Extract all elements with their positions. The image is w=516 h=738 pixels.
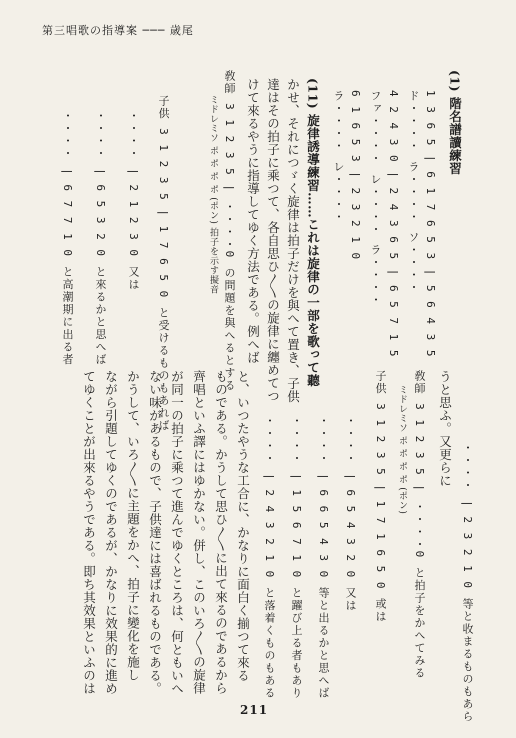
section-heading-2: (11) 旋律誘導練習……これは旋律の一部を歌って聽: [305, 78, 321, 388]
answer-2-1: ・・・・ | 6 5 4 3 2 0 又は: [344, 415, 357, 612]
child-example-1: 子供 3 1 2 3 5 | 1 7 6 5 0 と受けるものもあれば: [157, 95, 170, 432]
paragraph-2-line-2: ものである。かうして思ひ〳〵に出て來るのであるから: [213, 370, 229, 695]
answer-1-1: ・・・・ | 2 1 2 3 0 又は: [127, 110, 140, 291]
answer-1-3: ・・・・ | 6 7 7 1 0 と高潮期に出る者: [61, 110, 74, 366]
paragraph-line-2: 達はその拍子に乘つて、各自思ひ〳〵の旋律に纏めてつ: [265, 78, 281, 403]
paragraph-2-line-3: 齊唱といふ譯にはゆかない。併し、このいろ〳〵の旋律: [191, 370, 207, 695]
phrase-row-5: 6 1 6 5 3 | 2 3 2 1 0: [349, 90, 362, 261]
paragraph-2-line-7: ながら引題してゆくのであるが、かなりに效果的に進め: [103, 370, 119, 695]
paragraph-line-3: けて來るやうに指導してゆく方法である。例へば: [245, 78, 261, 364]
phrase-row-3: 4 2 4 3 0 | 2 4 3 6 5 | 6 5 7 1 5: [387, 90, 400, 359]
phrase-row-1: 1 3 6 5 | 6 1 7 6 5 3 | 5 6 4 3 5: [424, 90, 437, 359]
paragraph-2-line-8: てゆくことが出來るやうである。即ち其效果といふのは: [81, 370, 97, 695]
teacher-example-2: 敎師 3 1 2 3 5 | ・・・・0 と拍子をかへてみる: [413, 370, 426, 680]
paragraph-line-1: かせ、それにつゞく旋律は拍子だけを與へて置き、子供: [285, 78, 301, 403]
child-example-2: 子供 3 1 2 3 5 | 1 7 1 6 5 0 或は: [374, 370, 387, 624]
phrase-row-2: ド・・・・ ラ・・・・ ソ・・・・: [407, 90, 420, 294]
phrase-row-4: ファ・・・・ レ・・・・ ラ・・・・: [369, 90, 382, 307]
paragraph-2-line-1: と、いつたやうな工合に、かなりに面白く揃つて來る: [235, 370, 251, 682]
paragraph-2-line-4: が同一の拍子に乘つて進んでゆくところは、何ともいへ: [169, 370, 185, 695]
paragraph-2-line-6: かうして、いろ〳〵に主題をかへ、拍子に變化を施し: [125, 370, 141, 682]
example-2-line-2: うと思ふ。又更らに: [437, 370, 453, 487]
section-heading-1: (1) 階名譜讀練習: [447, 70, 463, 175]
solfege-example-2: ミドレミソ ポ ポ ポ ポ (ポン): [397, 385, 407, 515]
running-header: 第三唱歌の指導案 ─── 歳尾: [42, 24, 194, 37]
page-number: 211: [240, 703, 269, 717]
answer-2-2: ・・・・ | 6 6 5 4 3 0 等と出るかと思へば: [317, 415, 330, 700]
answer-2-4: ・・・・ | 2 4 3 2 1 0 と落着くものもある: [263, 415, 276, 700]
solfege-example-1: ミドレミソ ポ ポ ポ ポ (ポン) 拍子を示す擬音: [208, 95, 218, 295]
answer-1-2: ・・・・ | 6 5 3 2 0 と來るかと思へば: [94, 110, 107, 366]
teacher-example-1: 敎師 3 1 2 3 5 | ・・・・0 の問題を與へるとする: [223, 70, 236, 392]
phrase-row-6: ラ・・・・ レ・・・・: [332, 90, 345, 224]
paragraph-2-line-5: ない味があるもので、子供達には喜ばれるものである。: [147, 370, 163, 695]
answer-2-3: ・・・・ | 1 5 6 7 1 0 と躍び上る者もあり: [290, 415, 303, 700]
example-2-line-1: ・・・・ | 2 3 2 1 0 等と收まるものもあら: [461, 442, 474, 723]
